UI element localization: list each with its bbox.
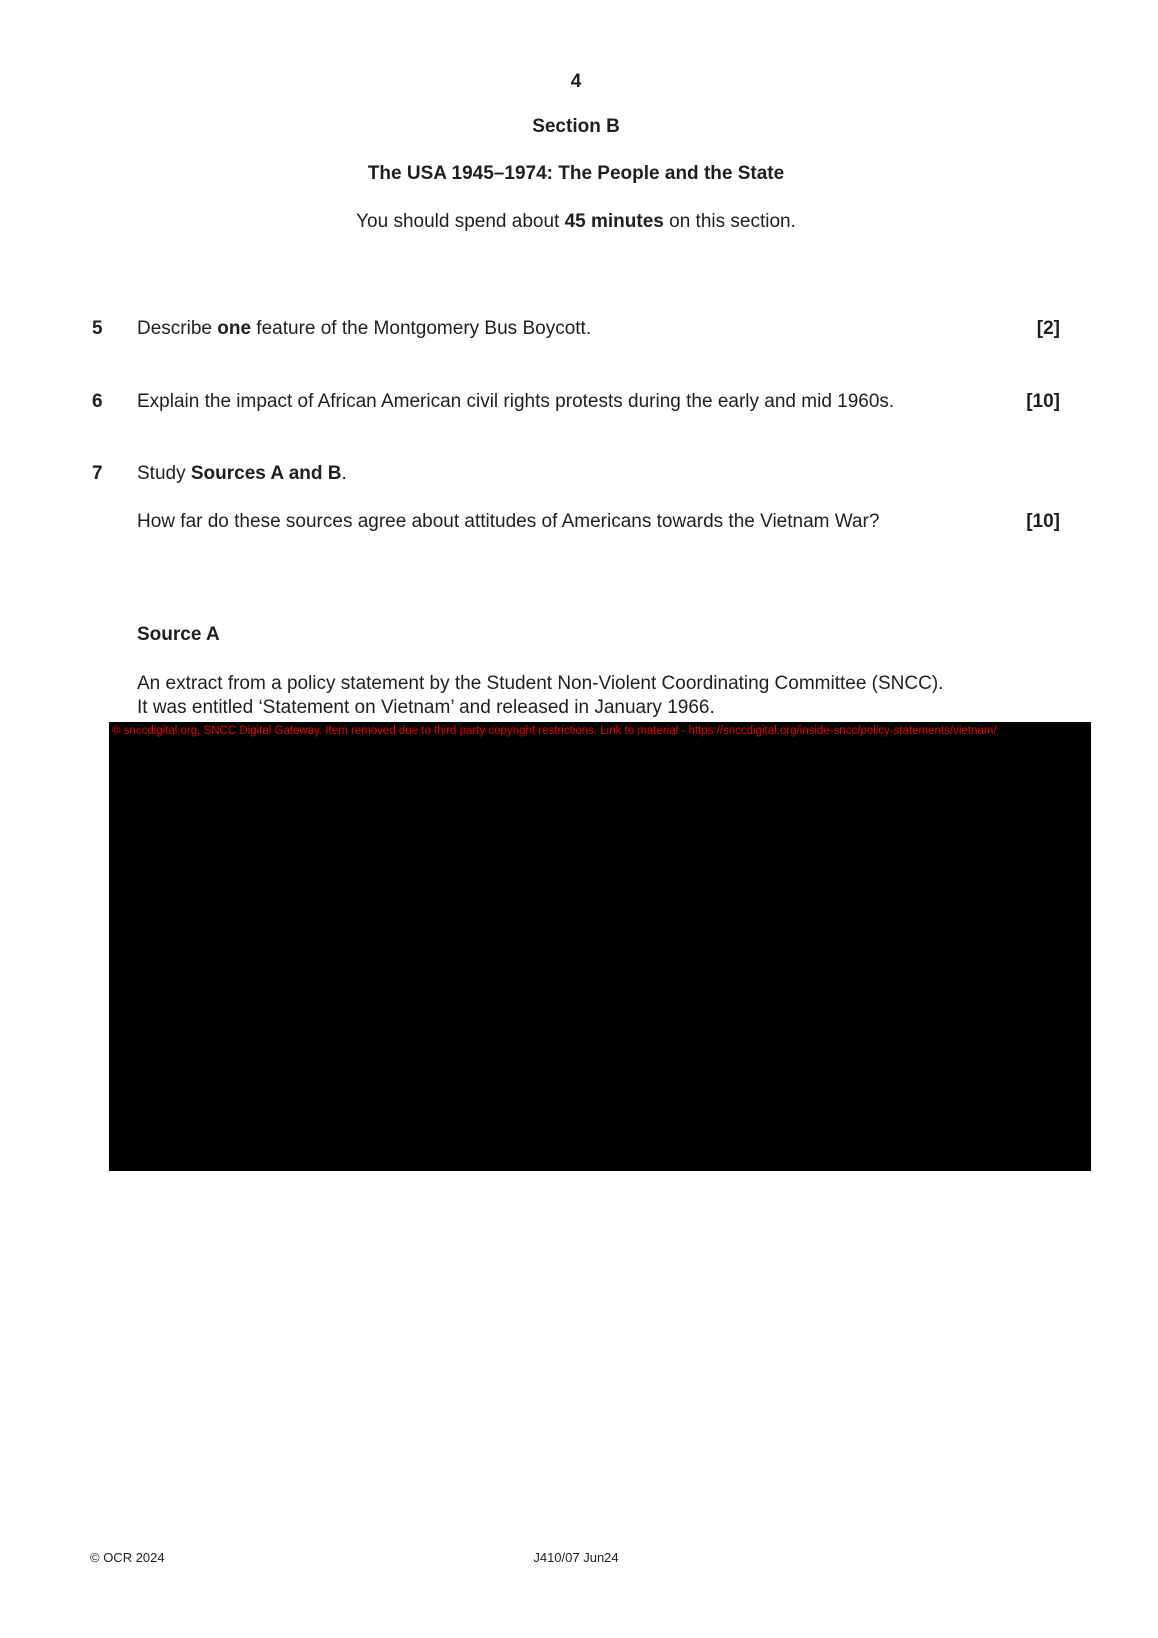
question-7-instruction-bold: Sources A and B <box>190 463 342 484</box>
question-6 <box>92 390 1060 414</box>
question-7-number: 7 <box>92 463 103 484</box>
question-7 <box>92 462 1060 486</box>
copyright-removal-notice: © snccdigital.org, SNCC Digital Gateway. Item removed due to third party copyright restrictions. Link to material - https://snccdigital.org/inside-sncc/policy-statements/vietnam/ <box>112 725 997 737</box>
question-7-instruction-before: Study <box>137 463 191 484</box>
section-heading: Section B <box>532 116 620 137</box>
question-5-text <box>137 317 1019 341</box>
footer-copyright: © OCR 2024 <box>90 1550 165 1565</box>
page-number: 4 <box>570 71 582 92</box>
question-7-prompt <box>92 510 1060 534</box>
question-7-instruction-after: . <box>341 463 347 484</box>
question-5 <box>92 317 1060 341</box>
question-7-instruction <box>137 462 1060 486</box>
question-5-text-before: Describe <box>137 318 218 339</box>
timing-instruction <box>92 210 1060 234</box>
source-a-intro-line1: An extract from a policy statement by the Student Non-Violent Coordinating Committee (SNCC). <box>137 673 944 694</box>
section-title: The USA 1945–1974: The People and the State <box>367 163 785 184</box>
question-5-text-bold: one <box>217 318 252 339</box>
source-a-intro-line2: It was entitled ‘Statement on Vietnam’ and released in January 1966. <box>137 697 715 718</box>
question-5-text-after: feature of the Montgomery Bus Boycott. <box>251 318 592 339</box>
question-5-marks: [2] <box>1036 318 1060 339</box>
question-6-marks: [10] <box>1026 391 1060 412</box>
timing-text-after: on this section. <box>663 211 796 232</box>
timing-text-before: You should spend about <box>356 211 565 232</box>
source-a-intro <box>137 672 1037 720</box>
source-a-heading: Source A <box>137 624 220 645</box>
question-7-prompt-text: How far do these sources agree about attitudes of Americans towards the Vietnam War? <box>137 511 880 532</box>
redacted-source-image <box>109 722 1091 1171</box>
question-7-marks: [10] <box>1026 511 1060 532</box>
timing-duration: 45 minutes <box>564 211 664 232</box>
question-5-number: 5 <box>92 318 103 339</box>
question-6-text: Explain the impact of African American civil rights protests during the early and mid 1960s. <box>137 391 895 412</box>
question-6-number: 6 <box>92 391 103 412</box>
footer-document-reference: J410/07 Jun24 <box>533 1550 619 1565</box>
